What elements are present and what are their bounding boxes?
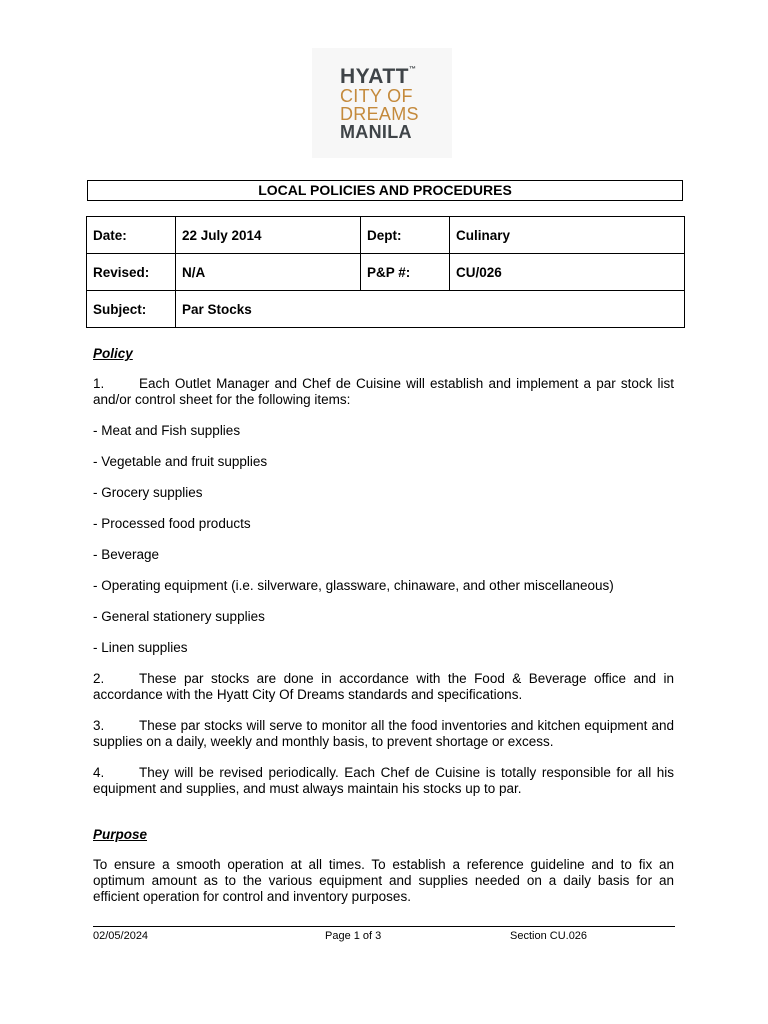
- paragraph-text: These par stocks are done in accordance with the Food & Beverage office and in accordance with the Hyatt City Of Dreams standards and specifications.: [93, 671, 674, 702]
- subject-value: Par Stocks: [176, 291, 685, 328]
- paragraph-number: 3.: [93, 718, 105, 733]
- subject-label: Subject:: [87, 291, 176, 328]
- meta-row-subject: [87, 291, 685, 328]
- meta-table: [86, 216, 685, 328]
- pp-label: P&P #:: [361, 254, 450, 291]
- list-item: - Vegetable and fruit supplies: [93, 454, 268, 469]
- logo-line-city-of: CITY OF: [340, 85, 413, 106]
- list-item: - General stationery supplies: [93, 609, 265, 624]
- paragraph-number: 1.: [93, 376, 105, 391]
- policy-paragraph-1: [93, 376, 674, 408]
- paragraph-text: These par stocks will serve to monitor all the food inventories and kitchen equipment and supplies on a daily, weekly and monthly basis, to prevent shortage or excess.: [93, 718, 674, 749]
- list-item: - Grocery supplies: [93, 485, 203, 500]
- purpose-heading: Purpose: [93, 827, 148, 842]
- paragraph-text: They will be revised periodically. Each Chef de Cuisine is totally responsible for all his equipment and supplies, and must always maintain his stocks up to par.: [93, 765, 674, 796]
- revised-value: N/A: [176, 254, 361, 291]
- logo-line-manila: MANILA: [340, 121, 412, 142]
- document-title: LOCAL POLICIES AND PROCEDURES: [87, 180, 683, 201]
- list-item: - Operating equipment (i.e. silverware, glassware, chinaware, and other miscellaneous): [93, 578, 614, 593]
- dept-value: Culinary: [450, 217, 685, 254]
- dept-label: Dept:: [361, 217, 450, 254]
- list-item: - Meat and Fish supplies: [93, 423, 241, 438]
- pp-value: CU/026: [450, 254, 685, 291]
- page-footer: [93, 926, 675, 943]
- list-item: - Linen supplies: [93, 640, 188, 655]
- purpose-paragraph: To ensure a smooth operation at all times. To establish a reference guideline and to fix an optimum amount as to the various equipment and supplies needed on a daily basis for an efficient operation for control and inventory purposes.: [93, 857, 674, 904]
- paragraph-number: 2.: [93, 671, 105, 686]
- policy-paragraph-3: [93, 718, 674, 750]
- document-body: [93, 346, 674, 905]
- footer-date: 02/05/2024: [93, 930, 149, 942]
- logo-line-hyatt: HYATT: [340, 64, 410, 88]
- policy-paragraph-4: [93, 765, 674, 797]
- list-item: - Beverage: [93, 547, 160, 562]
- date-label: Date:: [87, 217, 176, 254]
- date-value: 22 July 2014: [176, 217, 361, 254]
- policy-heading: Policy: [93, 346, 133, 361]
- list-item: - Processed food products: [93, 516, 251, 531]
- hyatt-logo: [312, 48, 452, 158]
- meta-row-date: [87, 217, 685, 254]
- meta-row-revised: [87, 254, 685, 291]
- footer-section: Section CU.026: [510, 930, 588, 942]
- paragraph-text: Each Outlet Manager and Chef de Cuisine will establish and implement a par stock list and/or control sheet for the following items:: [93, 376, 674, 407]
- footer-page-number: Page 1 of 3: [325, 930, 382, 942]
- revised-label: Revised:: [87, 254, 176, 291]
- policy-paragraph-2: [93, 671, 674, 703]
- paragraph-number: 4.: [93, 765, 105, 780]
- logo-trademark: ™: [409, 65, 417, 73]
- logo-line-dreams: DREAMS: [340, 103, 419, 124]
